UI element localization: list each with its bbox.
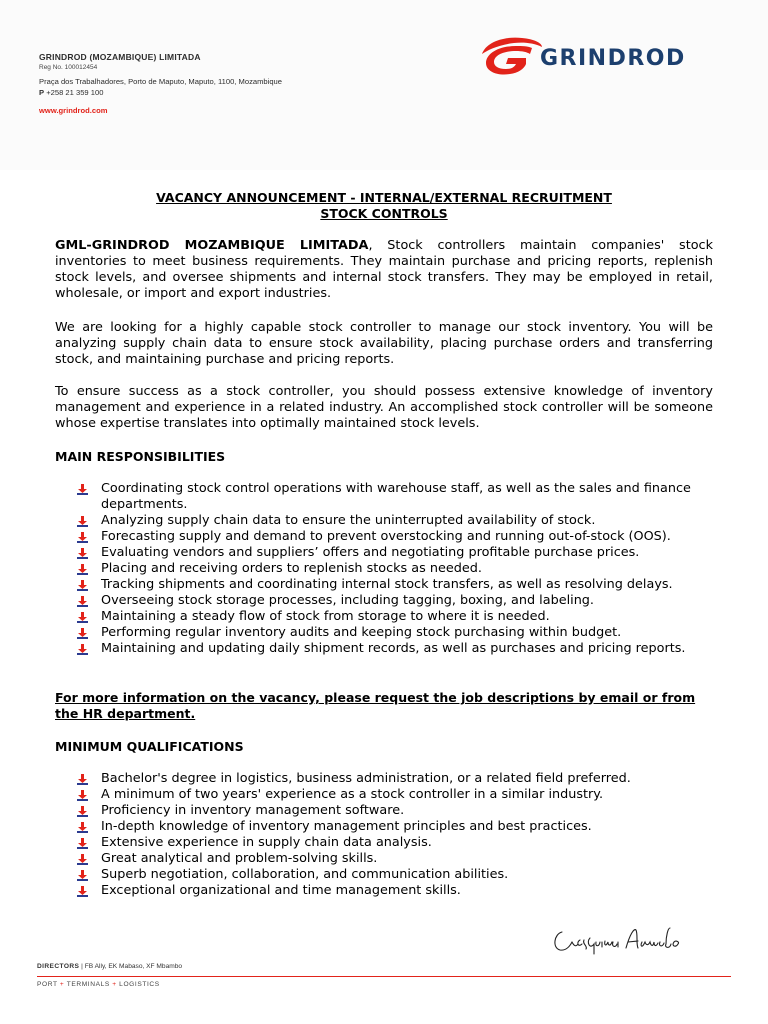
list-item: A minimum of two years' experience as a stock controller in a similar industry. — [75, 787, 715, 803]
footer-tagline: PORT + TERMINALS + LOGISTICS — [37, 981, 160, 988]
list-item: Analyzing supply chain data to ensure the uninterrupted availability of stock. — [75, 513, 715, 529]
company-name: GRINDROD (MOZAMBIQUE) LIMITADA — [39, 52, 201, 62]
bullet-arrow-icon — [77, 516, 88, 527]
bullet-arrow-icon — [77, 580, 88, 591]
grindrod-logo — [476, 34, 738, 78]
list-item: Maintaining a steady flow of stock from storage to where it is needed. — [75, 609, 715, 625]
directors-separator: | — [81, 963, 83, 970]
list-item: Maintaining and updating daily shipment records, as well as purchases and pricing reports. — [75, 641, 715, 657]
list-item: Coordinating stock control operations with warehouse staff, as well as the sales and finance departments. — [75, 481, 715, 513]
footer-divider — [37, 976, 731, 977]
bullet-arrow-icon — [77, 790, 88, 801]
list-item: Forecasting supply and demand to prevent overstocking and running out-of-stock (OOS). — [75, 529, 715, 545]
paragraph-3: To ensure success as a stock controller, you should possess extensive knowledge of inventory management and experience in a related industry. An accomplished stock controller will be someone whose expertise translates into optimally maintained stock levels. — [55, 384, 713, 431]
list-item: Overseeing stock storage processes, including tagging, boxing, and labeling. — [75, 593, 715, 609]
list-item: Placing and receiving orders to replenish stocks as needed. — [75, 561, 715, 577]
bullet-arrow-icon — [77, 870, 88, 881]
phone-number: +258 21 359 100 — [46, 88, 104, 97]
company-address: Praça dos Trabalhadores, Porto de Maputo, Maputo, 1100, Mozambique — [39, 77, 283, 86]
directors-label: DIRECTORS — [37, 963, 80, 970]
bullet-arrow-icon — [77, 628, 88, 639]
document-title — [55, 190, 713, 222]
bullet-arrow-icon — [77, 596, 88, 607]
list-item: Proficiency in inventory management software. — [75, 803, 715, 819]
list-item: Evaluating vendors and suppliers’ offers and negotiating profitable purchase prices. — [75, 545, 715, 561]
company-details — [39, 52, 369, 116]
list-item: Bachelor's degree in logistics, business administration, or a related field preferred. — [75, 771, 715, 787]
bullet-arrow-icon — [77, 774, 88, 785]
logo-g-mark-icon — [476, 34, 546, 78]
bullet-arrow-icon — [77, 822, 88, 833]
directors-line — [37, 963, 182, 970]
bullet-arrow-icon — [77, 532, 88, 543]
more-info-notice: For more information on the vacancy, please request the job descriptions by email or from the HR department. — [55, 690, 696, 721]
bullet-arrow-icon — [77, 886, 88, 897]
bullet-arrow-icon — [77, 838, 88, 849]
intro-company-name: GML-GRINDROD MOZAMBIQUE LIMITADA — [55, 238, 369, 253]
bullet-arrow-icon — [77, 806, 88, 817]
bullet-arrow-icon — [77, 564, 88, 575]
qualifications-heading: MINIMUM QUALIFICATIONS — [55, 739, 244, 754]
logo-wordmark: GRINDROD — [540, 46, 686, 71]
list-item: Exceptional organizational and time management skills. — [75, 883, 715, 899]
registration-number: Reg No. 100012454 — [39, 64, 98, 71]
bullet-arrow-icon — [77, 484, 88, 495]
list-item: Superb negotiation, collaboration, and communication abilities. — [75, 867, 715, 883]
list-item: Tracking shipments and coordinating internal stock transfers, as well as resolving delays. — [75, 577, 715, 593]
list-item: Extensive experience in supply chain data analysis. — [75, 835, 715, 851]
title-line-2: STOCK CONTROLS — [320, 206, 448, 221]
company-website[interactable]: www.grindrod.com — [39, 106, 108, 115]
bullet-arrow-icon — [77, 854, 88, 865]
bullet-arrow-icon — [77, 612, 88, 623]
directors-names: FB Ally, EK Mabaso, XF Mbambo — [84, 963, 183, 970]
company-phone — [39, 87, 369, 98]
intro-paragraph — [55, 238, 713, 302]
title-line-1: VACANCY ANNOUNCEMENT - INTERNAL/EXTERNAL RECRUITMENT — [156, 190, 612, 205]
list-item: In-depth knowledge of inventory management principles and best practices. — [75, 819, 715, 835]
bullet-arrow-icon — [77, 548, 88, 559]
bullet-arrow-icon — [77, 644, 88, 655]
handwritten-signature — [550, 920, 700, 960]
responsibilities-heading: MAIN RESPONSIBILITIES — [55, 449, 226, 464]
intro-text: , Stock controllers maintain companies' stock inventories to meet business requirements. They maintain purchase and pricing reports, replenish stock levels, and oversee shipments and internal stock transfers. They may be employed in retail, wholesale, or import and export industries. — [55, 238, 713, 301]
list-item: Great analytical and problem-solving skills. — [75, 851, 715, 867]
phone-label: P — [39, 88, 45, 97]
responsibilities-list — [75, 481, 715, 657]
qualifications-list — [75, 771, 715, 899]
paragraph-2: We are looking for a highly capable stock controller to manage our stock inventory. You will be analyzing supply chain data to ensure stock availability, placing purchase orders and transferring stock, and maintaining purchase and pricing reports. — [55, 320, 713, 367]
list-item: Performing regular inventory audits and keeping stock purchasing within budget. — [75, 625, 715, 641]
